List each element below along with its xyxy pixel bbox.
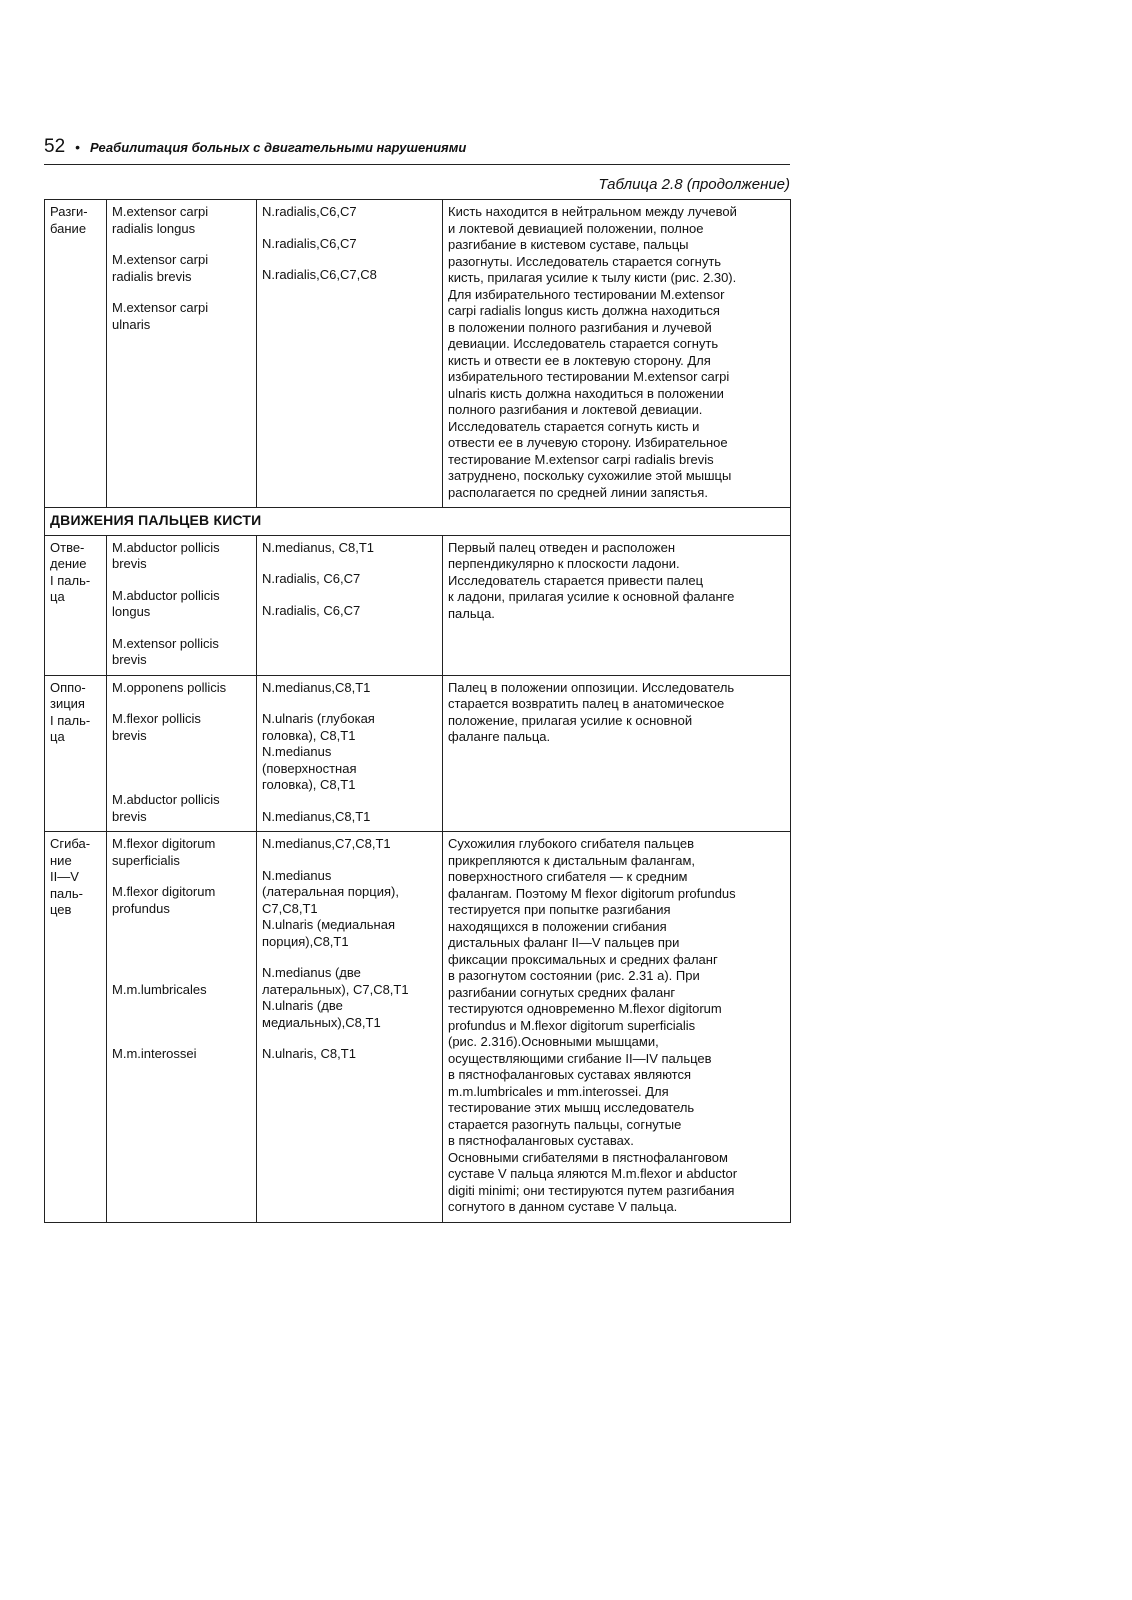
muscle-name: M.abductor pollicis longus: [112, 587, 220, 619]
muscle-name: M.m.lumbricales: [112, 981, 207, 997]
muscle-name: M.flexor digitorum superficialis: [112, 836, 216, 868]
innervation: N.medianus (две латеральных), C7,C8,T1 N.ulnaris (две медиальных),C8,T1: [262, 965, 409, 1030]
description-cell: Палец в положении оппозиции. Исследователь старается возвратить палец в анатомическое положение, прилагая усилие к основной фаланге пальца.: [443, 675, 791, 832]
innervation: N.medianus, C8,T1: [262, 539, 374, 555]
muscle-name: M.m.interossei: [112, 1046, 197, 1061]
innervation: N.radialis, C6,C7: [262, 571, 361, 586]
muscles-cell: [107, 675, 257, 832]
innervation: N.medianus,C8,T1: [262, 808, 371, 824]
table-row: [45, 832, 791, 1223]
innervation: N.radialis,C6,C7: [262, 204, 357, 219]
innervation: N.radialis,C6,C7,C8: [262, 267, 377, 282]
running-header: [44, 136, 790, 165]
innervation: N.medianus,C8,T1: [262, 679, 371, 695]
nerves-cell: [257, 832, 443, 1223]
muscles-cell: [107, 535, 257, 675]
muscle-name: M.flexor pollicis brevis: [112, 711, 201, 743]
muscle-name: M.abductor pollicis brevis: [112, 792, 220, 824]
muscle-name: M.extensor carpi radialis brevis: [112, 252, 209, 284]
muscle-test-table: [44, 199, 791, 1223]
muscle-name: M.opponens pollicis: [112, 679, 227, 695]
table-caption: Таблица 2.8 (продолжение): [598, 176, 790, 193]
description-cell: Первый палец отведен и расположен перпендикулярно к плоскости ладони. Исследователь старается привести палец к ладони, прилагая усилие к основной фаланге пальца.: [443, 535, 791, 675]
movement-cell: Разги- бание: [45, 200, 107, 508]
table-row: [45, 675, 791, 832]
section-row: [45, 508, 791, 536]
running-title: Реабилитация больных с двигательными нарушениями: [90, 140, 467, 155]
nerves-cell: [257, 200, 443, 508]
header-bullet: •: [75, 139, 81, 155]
nerves-cell: [257, 535, 443, 675]
movement-cell: Сгиба- ние II—V паль- цев: [45, 832, 107, 1223]
table-row: [45, 535, 791, 675]
muscle-name: M.extensor carpi radialis longus: [112, 204, 209, 236]
muscle-name: M.extensor pollicis brevis: [112, 635, 219, 667]
nerves-cell: [257, 675, 443, 832]
page-number: 52: [44, 136, 66, 157]
innervation: N.radialis,C6,C7: [262, 235, 357, 251]
muscle-name: M.extensor carpi ulnaris: [112, 300, 209, 332]
innervation: N.ulnaris, C8,T1: [262, 1046, 356, 1061]
section-heading: ДВИЖЕНИЯ ПАЛЬЦЕВ КИСТИ: [45, 508, 791, 536]
innervation: N.medianus (латеральная порция), C7,C8,T1 N.ulnaris (медиальная порция),C8,T1: [262, 867, 399, 949]
description-cell: Сухожилия глубокого сгибателя пальцев прикрепляются к дистальным фалангам, поверхностного сгибателя — к средним фалангам. Поэтому M flexor digitorum profundus тестируется при попытке разгибания находящихся в положении сгибания дистальных фаланг II—V пальцев при фиксации проксимальных и средних фаланг в разогнутом состоянии (рис. 2.31 а). При разгибании согнутых средних фаланг тестируются одновременно M.flexor digitorum profundus и M.flexor digitorum superficialis (рис. 2.31б).Основными мышцами, осуществляющими сгибание II—IV пальцев в пястнофаланговых суставах являются m.m.lumbricales и mm.interossei. Для тестирование этих мышц исследователь старается разогнуть пальцы, согнутые в пястнофаланговых суставах. Основными сгибателями в пястнофаланговом суставе V пальца яляются M.m.flexor и abductor digiti minimi; они тестируются путем разгибания согнутого в данном суставе V пальца.: [443, 832, 791, 1223]
innervation: N.radialis, C6,C7: [262, 602, 361, 618]
muscles-cell: [107, 200, 257, 508]
innervation: N.ulnaris (глубокая головка), C8,T1 N.medianus (поверхностная головка), C8,T1: [262, 711, 375, 792]
innervation: N.medianus,C7,C8,T1: [262, 836, 391, 851]
description-cell: Кисть находится в нейтральном между лучевой и локтевой девиацией положении, полное разгибание в кистевом суставе, пальцы разогнуты. Исследователь старается согнуть кисть, прилагая усилие к тылу кисти (рис. 2.30). Для избирательного тестировании M.extensor carpi radialis longus кисть должна находиться в положении полного разгибания и лучевой девиации. Исследователь старается согнуть кисть и отвести ее в локтевую сторону. Для избирательного тестировании M.extensor carpi ulnaris кисть должна находиться в положении полного разгибания и локтевой девиации. Исследователь старается согнуть кисть и отвести ее в лучевую сторону. Избирательное тестирование M.extensor carpi radialis brevis затруднено, поскольку сухожилие этой мышцы располагается по средней линии запястья.: [443, 200, 791, 508]
table-row: [45, 200, 791, 508]
movement-cell: Оппо- зиция I паль- ца: [45, 675, 107, 832]
movement-cell: Отве- дение I паль- ца: [45, 535, 107, 675]
muscles-cell: [107, 832, 257, 1223]
muscle-name: M.abductor pollicis brevis: [112, 539, 220, 571]
muscle-name: M.flexor digitorum profundus: [112, 884, 216, 916]
